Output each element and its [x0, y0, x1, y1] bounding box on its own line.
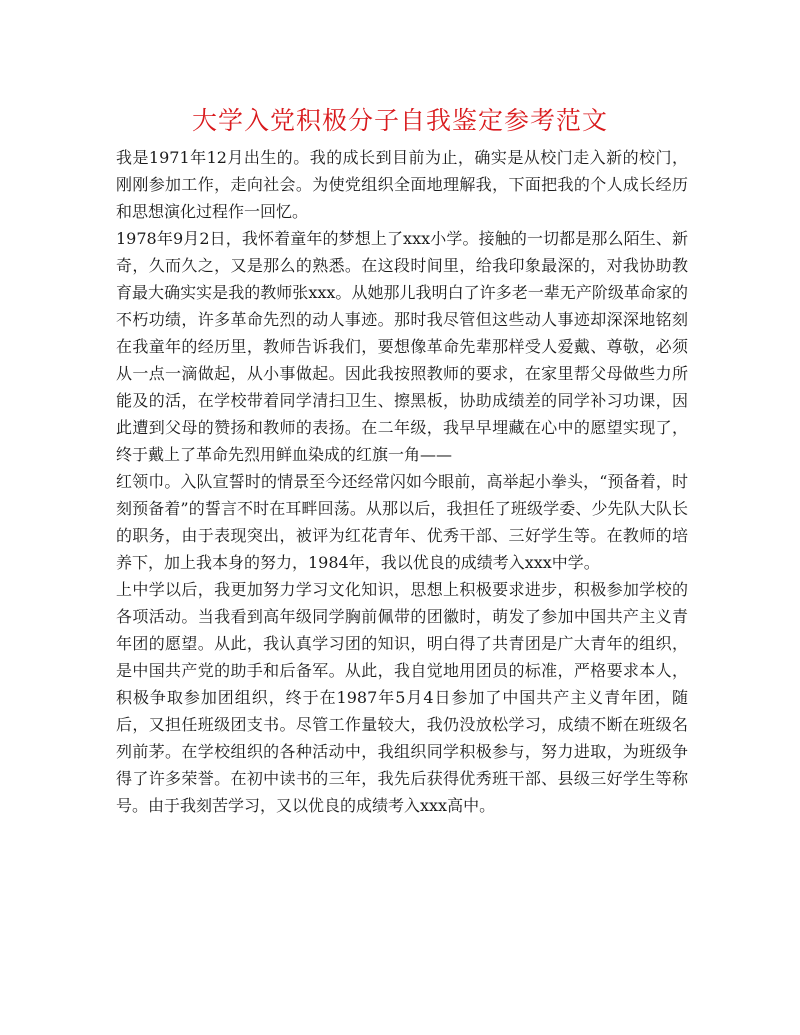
paragraph-birth: 我是1971年12月出生的。我的成长到目前为止，确实是从校门走入新的校门，刚刚参加工作，走向社会。为使党组织全面地理解我，下面把我的个人成长经历和思想演化过程作一回忆。 — [116, 148, 688, 221]
paragraph-red-scarf: 红领巾。入队宣誓时的情景至今还经常闪如今眼前，高举起小拳头，“预备着，时刻预备着”的誓言不时在耳畔回荡。从那以后，我担任了班级学委、少先队大队长的职务，由于表现突出，被评为红花青年、优秀干部、三好学生等。在教师的培养下，加上我本身的努力，1984年，我以优良的成绩考入xxx中学。 — [116, 472, 688, 572]
paragraph-middle-school: 上中学以后，我更加努力学习文化知识，思想上积极要求进步，积极参加学校的各项活动。当我看到高年级同学胸前佩带的团徽时，萌发了参加中国共产主义青年团的愿望。从此，我认真学习团的知识，明白得了共青团是广大青年的组织，是中国共产党的助手和后备军。从此，我自觉地用团员的标准，严格要求本人，积极争取参加团组织，终于在1987年5月4日参加了中国共产主义青年团，随后，又担任班级团支书。尽管工作量较大，我仍没放松学习，成绩不断在班级名列前茅。在学校组织的各种活动中，我组织同学积极参与，努力进取，为班级争得了许多荣誉。在初中读书的三年，我先后获得优秀班干部、县级三好学生等称号。由于我刻苦学习，又以优良的成绩考入xxx高中。 — [116, 580, 688, 815]
paragraph-primary-school: 1978年9月2日，我怀着童年的梦想上了xxx小学。接触的一切都是那么陌生、新奇，久而久之，又是那么的熟悉。在这段时间里，给我印象最深的，对我协助教育最大确实实是我的教师张xxx。从她那儿我明白了许多老一辈无产阶级革命家的不朽功绩，许多革命先烈的动人事迹。那时我尽管但这些动人事迹却深深地铭刻在我童年的经历里，教师告诉我们，要想像革命先辈那样受人爱戴、尊敬，必须从一点一滴做起，从小事做起。因此我按照教师的要求，在家里帮父母做些力所能及的活，在学校带着同学清扫卫生、擦黑板，协助成绩差的同学补习功课，因此遭到父母的赞扬和教师的表扬。在二年级，我早早埋藏在心中的愿望实现了，终于戴上了革命先烈用鲜血染成的红旗一角—— — [116, 229, 688, 464]
document-title: 大学入党积极分子自我鉴定参考范文 — [191, 106, 608, 135]
document-body — [116, 144, 688, 819]
